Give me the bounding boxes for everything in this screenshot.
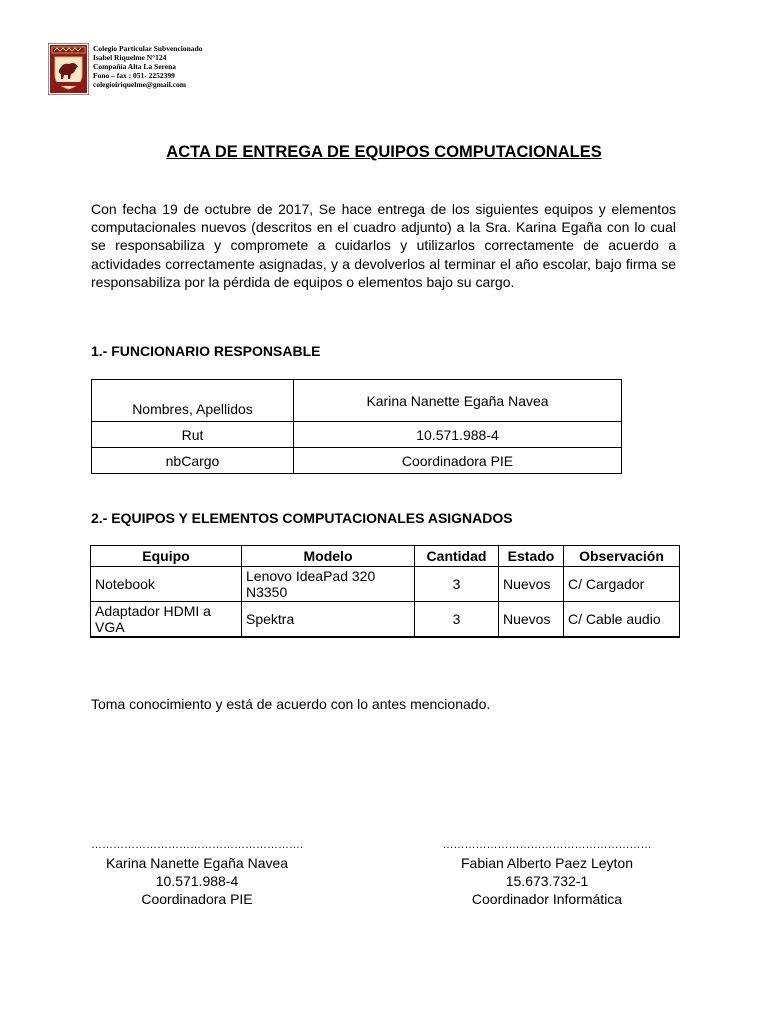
table-cell-label: Nombres, Apellidos: [92, 380, 294, 422]
table-header-row: [91, 546, 680, 567]
signature-role: Coordinador Informática: [471, 891, 623, 907]
column-header: Equipo: [91, 546, 242, 567]
signature-left: [86, 836, 308, 908]
school-line: Fono – fax : 051- 2252399: [93, 71, 175, 80]
equipment-table: [90, 545, 680, 638]
signature-line: ………………………………………………….: [90, 839, 304, 851]
signature-rut: 10.571.988-4: [155, 873, 239, 889]
responsible-table: [91, 379, 622, 474]
table-cell-label: Rut: [92, 422, 294, 448]
table-row: [91, 602, 680, 638]
table-cell: 3: [415, 567, 499, 602]
table-cell: Notebook: [91, 567, 242, 602]
document-title: ACTA DE ENTREGA DE EQUIPOS COMPUTACIONALES: [166, 143, 602, 161]
school-line: Compañía Alta La Serena: [93, 62, 176, 71]
table-row: [91, 567, 680, 602]
table-cell: 3: [415, 602, 499, 638]
column-header: Estado: [499, 546, 564, 567]
signature-line: …………………………………………………: [442, 839, 652, 851]
school-line: colegioiriquelme@gmail.com: [93, 80, 186, 89]
table-cell: C/ Cable audio: [564, 602, 680, 638]
column-header: Cantidad: [415, 546, 499, 567]
table-cell-label: nbCargo: [92, 448, 294, 474]
section1-title: 1.- FUNCIONARIO RESPONSABLE: [91, 343, 321, 359]
table-cell-value: Coordinadora PIE: [294, 448, 622, 474]
table-cell-value: 10.571.988-4: [294, 422, 622, 448]
table-cell: Adaptador HDMI a VGA: [91, 602, 242, 638]
table-cell: Lenovo IdeaPad 320 N3350: [242, 567, 415, 602]
intro-paragraph: Con fecha 19 de octubre de 2017, Se hace entrega de los siguientes equipos y elementos computacionales nuevos (descritos en el cuadro adjunto) a la Sra. Karina Egaña con lo cual se responsabiliza y compromete a cuidarlos y utilizarlos correctamente de acuerdo a actividades correctamente asignadas, y a devolverlos al terminar el año escolar, bajo firma se responsabiliza por la pérdida de equipos o elementos bajo su cargo.: [91, 201, 676, 290]
signature-role: Coordinadora PIE: [141, 891, 253, 907]
school-line: Colegio Particular Subvencionado: [93, 44, 203, 53]
table-cell: Spektra: [242, 602, 415, 638]
column-header: Modelo: [242, 546, 415, 567]
table-cell: Nuevos: [499, 567, 564, 602]
table-cell: C/ Cargador: [564, 567, 680, 602]
column-header: Observación: [564, 546, 680, 567]
signature-rut: 15.673.732-1: [505, 873, 589, 889]
table-row: [92, 380, 622, 422]
school-line: Isabel Riquelme N°124: [93, 53, 167, 62]
table-cell: Nuevos: [499, 602, 564, 638]
table-row: [92, 422, 622, 448]
table-row: [92, 448, 622, 474]
school-header: [93, 44, 202, 89]
closing-statement: Toma conocimiento y está de acuerdo con lo antes mencionado.: [91, 696, 491, 712]
signature-name: Fabian Alberto Paez Leyton: [460, 855, 633, 871]
table-cell-value: Karina Nanette Egaña Navea: [294, 380, 622, 422]
school-crest-logo: [48, 43, 89, 95]
signature-right: [436, 836, 658, 908]
signature-name: Karina Nanette Egaña Navea: [105, 855, 289, 871]
section2-title: 2.- EQUIPOS Y ELEMENTOS COMPUTACIONALES ASIGNADOS: [91, 510, 513, 526]
